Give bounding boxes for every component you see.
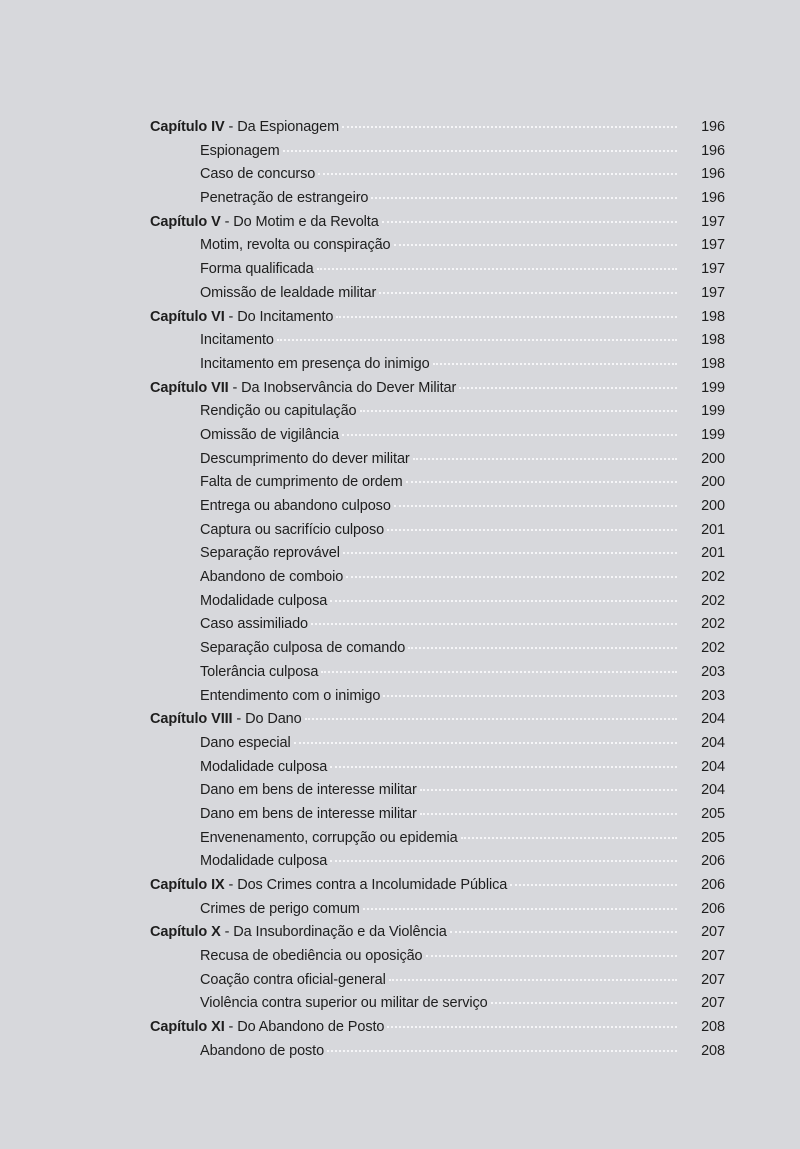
entry-title-text: Modalidade culposa bbox=[200, 592, 328, 609]
entry-title-text: - Da Espionagem bbox=[224, 119, 340, 135]
page-number: 202 bbox=[701, 640, 725, 657]
entry-title-text: Rendição ou capitulação bbox=[200, 403, 357, 420]
page-number: 196 bbox=[701, 190, 725, 207]
page-number: 196 bbox=[701, 142, 725, 159]
page-number: 198 bbox=[701, 355, 725, 372]
page-number: 208 bbox=[701, 1042, 725, 1059]
chapter-label: Capítulo V bbox=[150, 213, 221, 230]
toc-section-entry bbox=[150, 474, 725, 498]
toc-chapter-entry bbox=[150, 711, 725, 735]
entry-title-text: Separação reprovável bbox=[200, 545, 340, 562]
entry-title-text: - Do Abandono de Posto bbox=[224, 1019, 385, 1036]
page-number: 205 bbox=[701, 805, 725, 822]
entry-title-text: Coação contra oficial-general bbox=[200, 971, 386, 988]
page-number: 201 bbox=[701, 521, 725, 538]
entry-title bbox=[150, 711, 305, 727]
page-number: 207 bbox=[701, 924, 725, 941]
page-number: 207 bbox=[701, 948, 725, 965]
dot-leader bbox=[336, 316, 677, 318]
page-number: 204 bbox=[701, 782, 725, 799]
entry-title-text: - Do Motim e da Revolta bbox=[220, 213, 379, 230]
entry-title-text: Modalidade culposa bbox=[200, 758, 328, 775]
page-number: 204 bbox=[701, 734, 725, 751]
page-number: 205 bbox=[701, 829, 725, 846]
dot-leader bbox=[408, 647, 677, 649]
dot-leader bbox=[461, 837, 677, 839]
toc-chapter-entry bbox=[150, 380, 725, 404]
page-number: 200 bbox=[701, 498, 725, 514]
entry-title bbox=[200, 806, 420, 822]
entry-title-text: - Da Inobservância do Dever Militar bbox=[228, 379, 457, 396]
toc-section-entry bbox=[150, 498, 725, 522]
dot-leader bbox=[459, 387, 677, 389]
dot-leader bbox=[283, 150, 677, 152]
entry-title bbox=[200, 1043, 327, 1059]
page-number: 202 bbox=[701, 616, 725, 633]
toc-section-entry bbox=[150, 616, 725, 640]
toc-chapter-entry bbox=[150, 309, 725, 333]
entry-title bbox=[150, 119, 342, 135]
toc-section-entry bbox=[150, 545, 725, 569]
page-number: 196 bbox=[701, 166, 725, 183]
entry-title-text: - Da Insubordinação e da Violência bbox=[220, 924, 447, 941]
dot-leader bbox=[433, 363, 677, 365]
entry-title bbox=[200, 569, 346, 585]
dot-leader bbox=[330, 766, 677, 768]
dot-leader bbox=[383, 695, 677, 697]
page-number: 206 bbox=[701, 853, 725, 870]
entry-title-text: Espionagem bbox=[200, 142, 280, 159]
page-number: 197 bbox=[701, 284, 725, 301]
dot-leader bbox=[394, 505, 677, 507]
entry-title bbox=[200, 190, 371, 206]
entry-title-text: Modalidade culposa bbox=[200, 853, 328, 870]
toc-section-entry bbox=[150, 261, 725, 285]
entry-title-text: Incitamento em presença do inimigo bbox=[200, 355, 430, 372]
entry-title bbox=[150, 877, 510, 893]
chapter-label: Capítulo IV bbox=[150, 119, 225, 135]
entry-title bbox=[200, 451, 413, 467]
dot-leader bbox=[363, 908, 677, 910]
table-of-contents bbox=[150, 119, 725, 1067]
entry-title-text: Caso de concurso bbox=[200, 166, 316, 183]
chapter-label: Capítulo IX bbox=[150, 877, 225, 893]
toc-chapter-entry bbox=[150, 877, 725, 901]
entry-title bbox=[200, 545, 343, 561]
entry-title bbox=[200, 166, 318, 182]
entry-title bbox=[150, 309, 336, 325]
dot-leader bbox=[342, 126, 677, 128]
page-number: 203 bbox=[701, 663, 725, 680]
entry-title-text: Caso assimiliado bbox=[200, 616, 308, 633]
dot-leader bbox=[327, 1050, 677, 1052]
page-number: 197 bbox=[701, 237, 725, 254]
toc-chapter-entry bbox=[150, 119, 725, 143]
entry-title bbox=[150, 1019, 387, 1035]
toc-section-entry bbox=[150, 948, 725, 972]
entry-title-text: Abandono de posto bbox=[200, 1042, 325, 1059]
dot-leader bbox=[318, 173, 677, 175]
page-number: 199 bbox=[701, 379, 725, 396]
page-number: 202 bbox=[701, 569, 725, 586]
entry-title bbox=[200, 356, 433, 372]
dot-leader bbox=[450, 931, 677, 933]
page-number: 198 bbox=[701, 332, 725, 349]
toc-section-entry bbox=[150, 853, 725, 877]
dot-leader bbox=[342, 434, 677, 436]
entry-title-text: Incitamento bbox=[200, 332, 274, 349]
entry-title-text: Abandono de comboio bbox=[200, 569, 344, 586]
entry-title bbox=[200, 759, 330, 775]
entry-title-text: Penetração de estrangeiro bbox=[200, 190, 369, 207]
dot-leader bbox=[389, 979, 677, 981]
toc-section-entry bbox=[150, 332, 725, 356]
toc-chapter-entry bbox=[150, 1019, 725, 1043]
page-number: 197 bbox=[701, 261, 725, 278]
toc-section-entry bbox=[150, 972, 725, 996]
toc-section-entry bbox=[150, 285, 725, 309]
entry-title-text: Motim, revolta ou conspiração bbox=[200, 237, 391, 254]
entry-title bbox=[200, 593, 330, 609]
entry-title bbox=[200, 901, 363, 917]
dot-leader bbox=[305, 718, 677, 720]
dot-leader bbox=[379, 292, 677, 294]
entry-title bbox=[200, 948, 426, 964]
toc-section-entry bbox=[150, 451, 725, 475]
page-number: 208 bbox=[701, 1019, 725, 1036]
page-number: 196 bbox=[701, 119, 725, 135]
chapter-label: Capítulo VIII bbox=[150, 711, 233, 728]
entry-title-text: Captura ou sacrifício culposo bbox=[200, 521, 385, 538]
entry-title-text: Omissão de vigilância bbox=[200, 426, 339, 443]
entry-title-text: - Do Incitamento bbox=[224, 308, 334, 325]
dot-leader bbox=[491, 1002, 677, 1004]
entry-title-text: Separação culposa de comando bbox=[200, 640, 406, 657]
page-number: 199 bbox=[701, 403, 725, 420]
entry-title-text: Falta de cumprimento de ordem bbox=[200, 474, 403, 491]
dot-leader bbox=[406, 481, 677, 483]
toc-section-entry bbox=[150, 759, 725, 783]
entry-title bbox=[200, 688, 383, 704]
entry-title-text: Recusa de obediência ou oposição bbox=[200, 948, 423, 965]
entry-title bbox=[200, 143, 283, 159]
dot-leader bbox=[387, 1026, 677, 1028]
page-number: 203 bbox=[701, 687, 725, 704]
entry-title-text: Dano em bens de interesse militar bbox=[200, 782, 417, 799]
entry-title bbox=[200, 403, 360, 419]
toc-section-entry bbox=[150, 569, 725, 593]
toc-section-entry bbox=[150, 664, 725, 688]
toc-section-entry bbox=[150, 403, 725, 427]
toc-section-entry bbox=[150, 688, 725, 712]
entry-title-text: Descumprimento do dever militar bbox=[200, 450, 410, 467]
page-number: 202 bbox=[701, 592, 725, 609]
entry-title bbox=[200, 427, 342, 443]
toc-section-entry bbox=[150, 901, 725, 925]
toc-section-entry bbox=[150, 735, 725, 759]
page-number: 200 bbox=[701, 450, 725, 467]
dot-leader bbox=[382, 221, 677, 223]
dot-leader bbox=[330, 600, 677, 602]
entry-title bbox=[200, 285, 379, 301]
toc-section-entry bbox=[150, 356, 725, 380]
entry-title bbox=[200, 995, 491, 1011]
entry-title-text: Entendimento com o inimigo bbox=[200, 687, 381, 704]
entry-title-text: Dano especial bbox=[200, 734, 291, 751]
toc-section-entry bbox=[150, 1043, 725, 1067]
page-number: 197 bbox=[701, 213, 725, 230]
entry-title bbox=[200, 332, 277, 348]
chapter-label: Capítulo VII bbox=[150, 379, 229, 396]
toc-chapter-entry bbox=[150, 214, 725, 238]
dot-leader bbox=[277, 339, 677, 341]
chapter-label: Capítulo X bbox=[150, 924, 221, 941]
entry-title bbox=[200, 735, 294, 751]
page-number: 206 bbox=[701, 900, 725, 917]
entry-title bbox=[150, 214, 382, 230]
entry-title bbox=[200, 640, 408, 656]
entry-title bbox=[150, 924, 450, 940]
entry-title-text: Envenenamento, corrupção ou epidemia bbox=[200, 829, 458, 846]
toc-chapter-entry bbox=[150, 924, 725, 948]
entry-title-text: - Do Dano bbox=[232, 711, 302, 728]
dot-leader bbox=[360, 410, 677, 412]
toc-section-entry bbox=[150, 782, 725, 806]
entry-title bbox=[200, 522, 387, 538]
dot-leader bbox=[346, 576, 677, 578]
toc-section-entry bbox=[150, 593, 725, 617]
chapter-label: Capítulo XI bbox=[150, 1019, 225, 1036]
entry-title-text: Entrega ou abandono culposo bbox=[200, 498, 391, 514]
page-number: 207 bbox=[701, 971, 725, 988]
toc-section-entry bbox=[150, 143, 725, 167]
dot-leader bbox=[394, 244, 677, 246]
entry-title bbox=[200, 616, 311, 632]
entry-title-text: Dano em bens de interesse militar bbox=[200, 805, 417, 822]
page-number: 199 bbox=[701, 426, 725, 443]
entry-title-text: Tolerância culposa bbox=[200, 663, 319, 680]
dot-leader bbox=[294, 742, 677, 744]
page-number: 207 bbox=[701, 995, 725, 1012]
entry-title bbox=[200, 830, 461, 846]
dot-leader bbox=[510, 884, 677, 886]
dot-leader bbox=[343, 552, 677, 554]
dot-leader bbox=[426, 955, 677, 957]
page-number: 204 bbox=[701, 711, 725, 728]
entry-title-text: Omissão de lealdade militar bbox=[200, 284, 377, 301]
toc-section-entry bbox=[150, 190, 725, 214]
dot-leader bbox=[321, 671, 677, 673]
toc-section-entry bbox=[150, 806, 725, 830]
toc-section-entry bbox=[150, 830, 725, 854]
dot-leader bbox=[387, 529, 677, 531]
entry-title bbox=[200, 853, 330, 869]
toc-section-entry bbox=[150, 237, 725, 261]
dot-leader bbox=[371, 197, 677, 199]
entry-title-text: Forma qualificada bbox=[200, 261, 314, 278]
page-number: 204 bbox=[701, 758, 725, 775]
entry-title bbox=[150, 380, 459, 396]
page-number: 201 bbox=[701, 545, 725, 562]
entry-title bbox=[200, 261, 317, 277]
entry-title bbox=[200, 498, 394, 514]
toc-section-entry bbox=[150, 995, 725, 1019]
toc-section-entry bbox=[150, 640, 725, 664]
chapter-label: Capítulo VI bbox=[150, 308, 225, 325]
entry-title-text: Violência contra superior ou militar de serviço bbox=[200, 995, 488, 1012]
entry-title bbox=[200, 237, 394, 253]
toc-section-entry bbox=[150, 522, 725, 546]
dot-leader bbox=[330, 860, 677, 862]
page-number: 200 bbox=[701, 474, 725, 491]
page-number: 206 bbox=[701, 877, 725, 893]
entry-title bbox=[200, 474, 406, 490]
entry-title bbox=[200, 782, 420, 798]
entry-title bbox=[200, 664, 321, 680]
dot-leader bbox=[317, 268, 677, 270]
dot-leader bbox=[311, 623, 677, 625]
entry-title bbox=[200, 972, 389, 988]
toc-section-entry bbox=[150, 166, 725, 190]
dot-leader bbox=[420, 789, 677, 791]
dot-leader bbox=[413, 458, 677, 460]
entry-title-text: Crimes de perigo comum bbox=[200, 900, 360, 917]
page-number: 198 bbox=[701, 308, 725, 325]
toc-section-entry bbox=[150, 427, 725, 451]
dot-leader bbox=[420, 813, 677, 815]
entry-title-text: - Dos Crimes contra a Incolumidade Pública bbox=[224, 877, 508, 893]
